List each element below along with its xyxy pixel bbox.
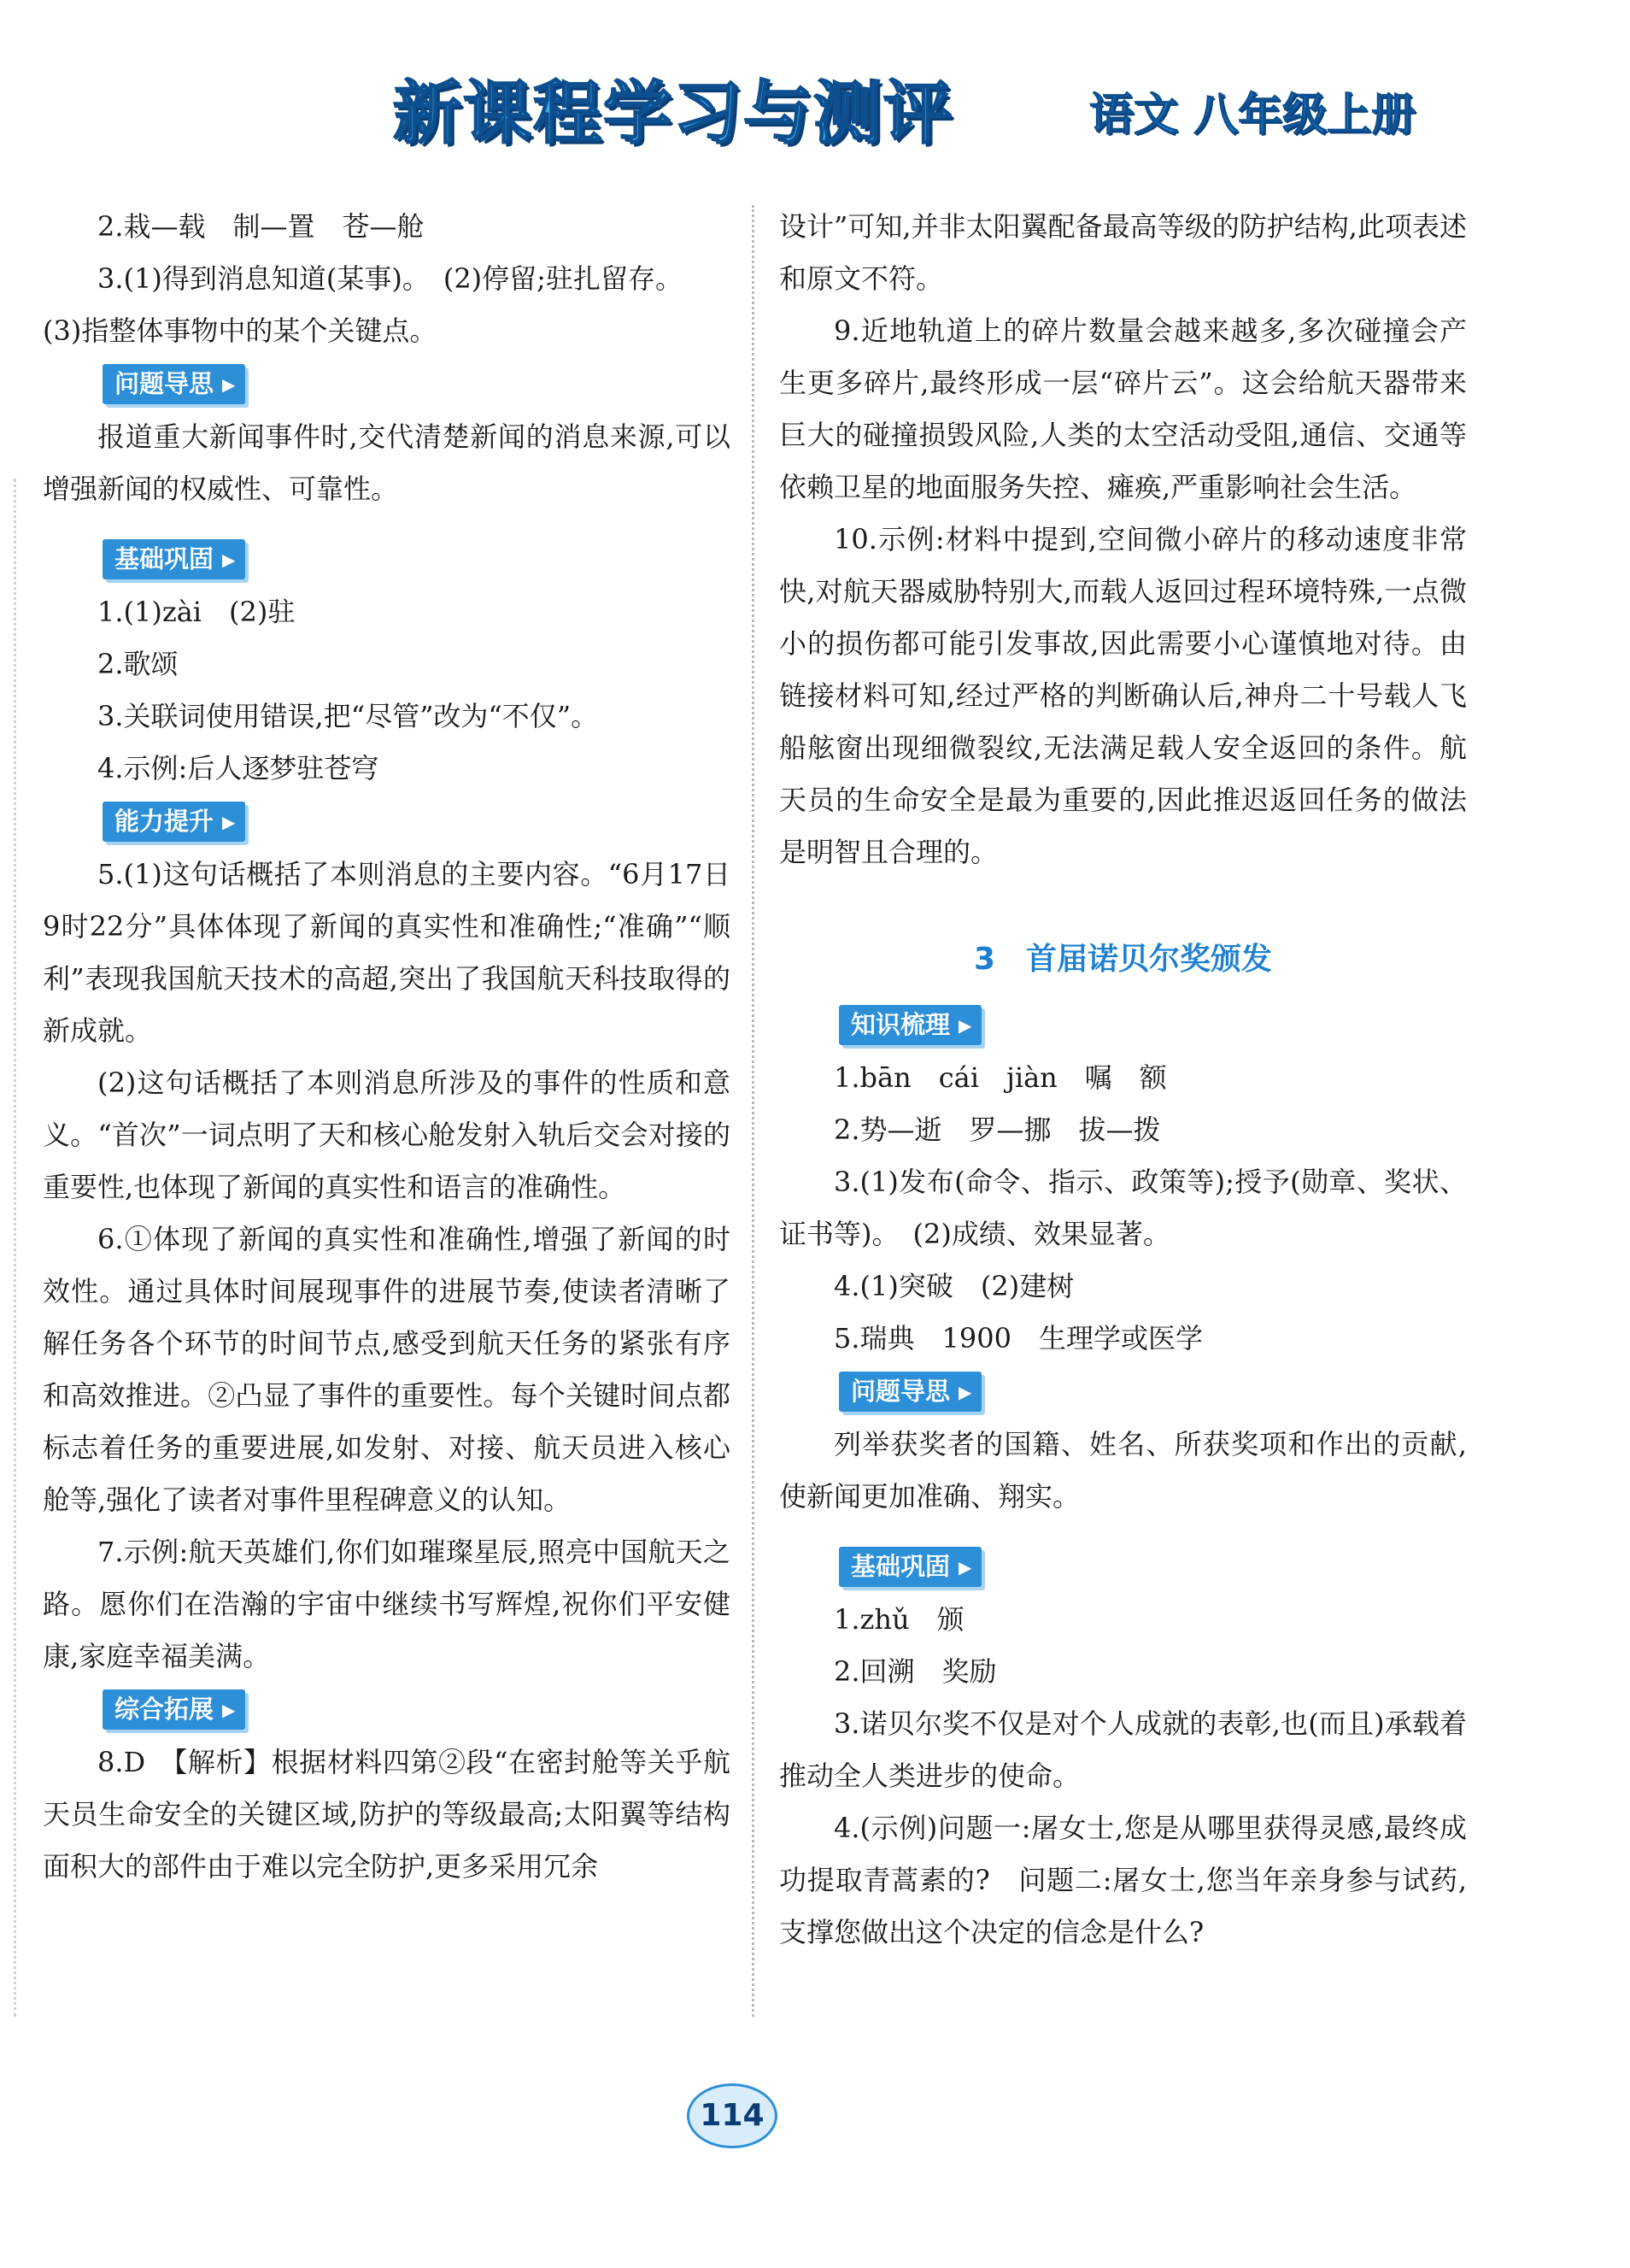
answer-paragraph: 3.诺贝尔奖不仅是对个人成就的表彰,也(而且)承载着推动全人类进步的使命。	[779, 1707, 1467, 1792]
section-tag-zhishi-shuli: 知识梳理 ▶	[839, 1005, 982, 1045]
triangle-right-icon: ▶	[222, 374, 236, 395]
answer-paragraph: 8.D 【解析】根据材料四第②段“在密封舱等关乎航天员生命安全的关键区域,防护的等级最高;太阳翼等结构面积大的部件由于难以完全防护,更多采用冗余	[43, 1746, 730, 1883]
answer-line: 3.(1)得到消息知道(某事)。 (2)停留;驻扎留存。	[97, 262, 683, 295]
answer-line: 1.(1)zài (2)驻	[97, 596, 296, 628]
answer-paragraph: 4.(示例)问题一:屠女士,您是从哪里获得灵感,最终成功提取青蒿素的? 问题二:屠女士,您当年亲身参与试药,支撑您做出这个决定的信念是什么?	[779, 1812, 1467, 1948]
lesson-number: 3	[973, 942, 996, 977]
page-header	[0, 34, 1630, 154]
answer-line: 2.回溯 奖励	[834, 1655, 997, 1688]
right-column	[779, 201, 1467, 1959]
answer-line: 4.示例:后人逐梦驻苍穹	[97, 752, 379, 784]
answer-paragraph: 9.近地轨道上的碎片数量会越来越多,多次碰撞会产生更多碎片,最终形成一层“碎片云”。这会给航天器带来巨大的碰撞损毁风险,人类的太空活动受阻,通信、交通等依赖卫星的地面服务失控、瘫痪,严重影响社会生活。	[779, 314, 1467, 503]
margin-dotted-line	[14, 479, 16, 2017]
answer-paragraph: 6.①体现了新闻的真实性和准确性,增强了新闻的时效性。通过具体时间展现事件的进展节奏,使读者清晰了解任务各个环节的时间节点,感受到航天任务的紧张有序和高效推进。②凸显了事件的重要性。每个关键时间点都标志着任务的重要进展,如发射、对接、航天员进入核心舱等,强化了读者对事件里程碑意义的认知。	[43, 1223, 730, 1516]
book-subtitle: 语文 八年级上册	[1089, 90, 1416, 141]
answer-line: 1.zhǔ 颁	[834, 1603, 965, 1636]
answer-paragraph: 设计”可知,并非太阳翼配备最高等级的防护结构,此项表述和原文不符。	[779, 210, 1467, 295]
book-title: 新课程学习与测评	[393, 73, 953, 153]
answer-line: 2.栽—载 制—置 苍—舱	[97, 210, 425, 243]
triangle-right-icon: ▶	[959, 1557, 972, 1578]
answer-line: 3.关联词使用错误,把“尽管”改为“不仅”。	[97, 700, 599, 732]
section-tag-wenti-daosi: 问题导思 ▶	[839, 1372, 982, 1412]
triangle-right-icon: ▶	[222, 549, 236, 570]
answer-line: 2.歌颂	[97, 648, 179, 680]
lesson-name: 首届诺贝尔奖颁发	[1026, 942, 1273, 977]
column-divider	[752, 205, 754, 2017]
page-number: 114	[687, 2083, 777, 2148]
answer-paragraph: (2)这句话概括了本则消息所涉及的事件的性质和意义。“首次”一词点明了天和核心舱发射入轨后交会对接的重要性,也体现了新闻的真实性和语言的准确性。	[43, 1066, 730, 1203]
answer-line: (3)指整体事物中的某个关键点。	[43, 314, 437, 347]
answer-paragraph: 列举获奖者的国籍、姓名、所获奖项和作出的贡献,使新闻更加准确、翔实。	[779, 1428, 1467, 1513]
section-tag-jichu-gonggu: 基础巩固 ▶	[103, 539, 245, 579]
section-tag-zonghe-tuozhan: 综合拓展 ▶	[103, 1689, 245, 1730]
answer-paragraph: 10.示例:材料中提到,空间微小碎片的移动速度非常快,对航天器威胁特别大,而载人返回过程环境特殊,一点微小的损伤都可能引发事故,因此需要小心谨慎地对待。由链接材料可知,经过严格的判断确认后,神舟二十号载人飞船舷窗出现细微裂纹,无法满足载人安全返回的条件。航天员的生命安全是最为重要的,因此推迟返回任务的做法是明智且合理的。	[779, 523, 1467, 868]
answer-paragraph: 3.(1)发布(命令、指示、政策等);授予(勋章、奖状、证书等)。 (2)成绩、效果显著。	[779, 1166, 1467, 1250]
answer-paragraph: 7.示例:航天英雄们,你们如璀璨星辰,照亮中国航天之路。愿你们在浩瀚的宇宙中继续书写辉煌,祝你们平安健康,家庭幸福美满。	[43, 1536, 730, 1672]
answer-line: 4.(1)突破 (2)建树	[834, 1270, 1075, 1302]
answer-paragraph: 5.(1)这句话概括了本则消息的主要内容。“6月17日9时22分”具体体现了新闻的真实性和准确性;“准确”“顺利”表现我国航天技术的高超,突出了我国航天科技取得的新成就。	[43, 858, 730, 1047]
answer-paragraph: 报道重大新闻事件时,交代清楚新闻的消息来源,可以增强新闻的权威性、可靠性。	[43, 420, 730, 505]
section-tag-wenti-daosi: 问题导思 ▶	[103, 364, 245, 404]
answer-line: 5.瑞典 1900 生理学或医学	[834, 1322, 1203, 1354]
left-column	[43, 201, 730, 1893]
section-tag-jichu-gonggu: 基础巩固 ▶	[839, 1547, 982, 1587]
triangle-right-icon: ▶	[959, 1015, 972, 1036]
triangle-right-icon: ▶	[222, 1700, 236, 1720]
section-tag-nengli-tisheng: 能力提升 ▶	[103, 802, 245, 842]
lesson-title	[779, 930, 1467, 990]
answer-line: 1.bān cái jiàn 嘱 额	[834, 1061, 1167, 1094]
triangle-right-icon: ▶	[222, 812, 236, 832]
triangle-right-icon: ▶	[959, 1382, 972, 1402]
answer-line: 2.势—逝 罗—挪 拔—拨	[834, 1113, 1161, 1146]
